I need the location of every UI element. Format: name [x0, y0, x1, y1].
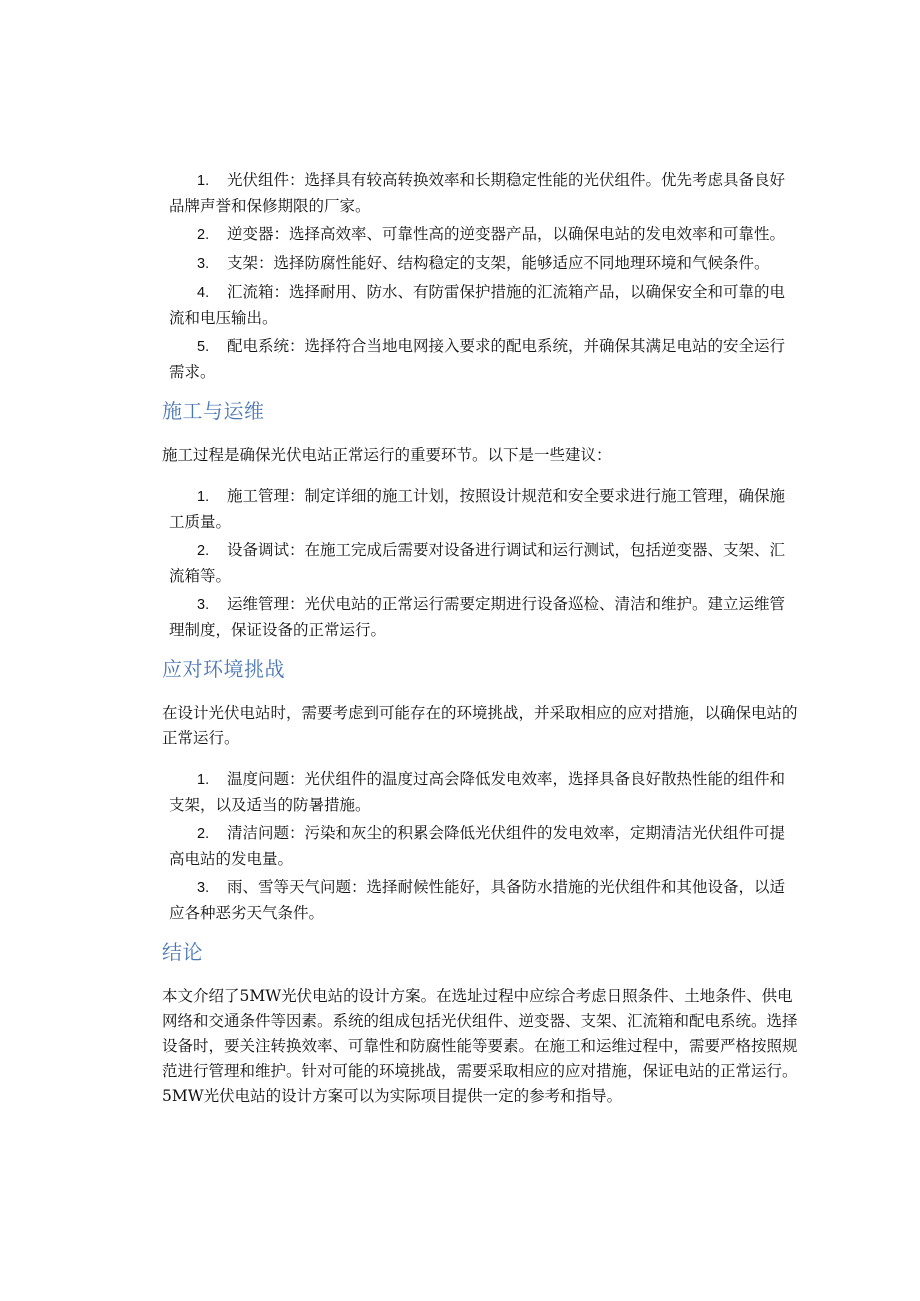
list-text: 选择耐用、防水、有防雷保护措施的汇流箱产品，以确保安全和可靠的电流和电压输出。: [169, 283, 786, 327]
list-text: 选择高效率、可靠性高的逆变器产品，以确保电站的发电效率和可靠性。: [289, 225, 786, 243]
list-item: [162, 538, 798, 589]
list-label: 支架：: [227, 254, 274, 272]
list-label: 运维管理：: [227, 595, 305, 613]
list-text: 在施工完成后需要对设备进行调试和运行测试，包括逆变器、支架、汇流箱等。: [169, 541, 786, 585]
list-item: [162, 222, 798, 248]
list-label: 汇流箱：: [227, 283, 290, 301]
list-number: 5.: [197, 339, 210, 355]
list-item: [162, 875, 798, 926]
list-label: 配电系统：: [227, 337, 305, 355]
document-content: [162, 168, 798, 1125]
equipment-list: [162, 168, 798, 385]
environment-intro: 在设计光伏电站时，需要考虑到可能存在的环境挑战，并采取相应的应对措施，以确保电站的正常运行。: [162, 704, 798, 747]
list-item: [162, 168, 798, 219]
list-item: [162, 334, 798, 385]
section-heading-construction: 施工与运维: [162, 399, 265, 423]
list-text: 光伏电站的正常运行需要定期进行设备巡检、清洁和维护。建立运维管理制度，保证设备的正常运行。: [169, 595, 786, 639]
list-text: 污染和灰尘的积累会降低光伏组件的发电效率，定期清洁光伏组件可提高电站的发电量。: [169, 824, 786, 868]
list-label: 雨、雪等天气问题：: [227, 878, 367, 896]
list-number: 3.: [197, 256, 210, 272]
list-label: 清洁问题：: [227, 824, 305, 842]
environment-list: [162, 767, 798, 926]
section-heading-conclusion: 结论: [162, 940, 203, 964]
list-text: 光伏组件的温度过高会降低发电效率，选择具备良好散热性能的组件和支架，以及适当的防暑措施。: [169, 770, 786, 814]
list-item: [162, 767, 798, 818]
conclusion-body: 本文介绍了5MW光伏电站的设计方案。在选址过程中应综合考虑日照条件、土地条件、供电网络和交通条件等因素。系统的组成包括光伏组件、逆变器、支架、汇流箱和配电系统。选择设备时，要关注转换效率、可靠性和防腐性能等要素。在施工和运维过程中，需要严格按照规范进行管理和维护。针对可能的环境挑战，需要采取相应的应对措施，保证电站的正常运行。5MW光伏电站的设计方案可以为实际项目提供一定的参考和指导。: [162, 987, 798, 1105]
list-number: 2.: [197, 826, 210, 842]
section-heading-environment: 应对环境挑战: [162, 657, 285, 681]
list-number: 1.: [197, 772, 210, 788]
list-number: 2.: [197, 543, 210, 559]
list-number: 4.: [197, 285, 210, 301]
list-item: [162, 821, 798, 872]
list-number: 1.: [197, 489, 210, 505]
list-item: [162, 280, 798, 331]
list-label: 温度问题：: [227, 770, 305, 788]
construction-list: [162, 484, 798, 643]
list-label: 光伏组件：: [227, 171, 305, 189]
list-label: 逆变器：: [227, 225, 290, 243]
list-item: [162, 592, 798, 643]
list-item: [162, 484, 798, 535]
list-number: 3.: [197, 880, 210, 896]
list-text: 选择防腐性能好、结构稳定的支架，能够适应不同地理环境和气候条件。: [273, 254, 770, 272]
list-text: 选择耐候性能好，具备防水措施的光伏组件和其他设备，以适应各种恶劣天气条件。: [169, 878, 786, 922]
list-text: 制定详细的施工计划，按照设计规范和安全要求进行施工管理，确保施工质量。: [169, 487, 786, 531]
list-label: 施工管理：: [227, 487, 305, 505]
list-label: 设备调试：: [227, 541, 305, 559]
list-item: [162, 251, 798, 277]
list-text: 选择符合当地电网接入要求的配电系统，并确保其满足电站的安全运行需求。: [169, 337, 786, 381]
list-number: 3.: [197, 597, 210, 613]
list-number: 1.: [197, 173, 210, 189]
construction-intro: 施工过程是确保光伏电站正常运行的重要环节。以下是一些建议：: [162, 446, 612, 464]
list-text: 选择具有较高转换效率和长期稳定性能的光伏组件。优先考虑具备良好品牌声誉和保修期限的厂家。: [169, 171, 786, 215]
list-number: 2.: [197, 227, 210, 243]
